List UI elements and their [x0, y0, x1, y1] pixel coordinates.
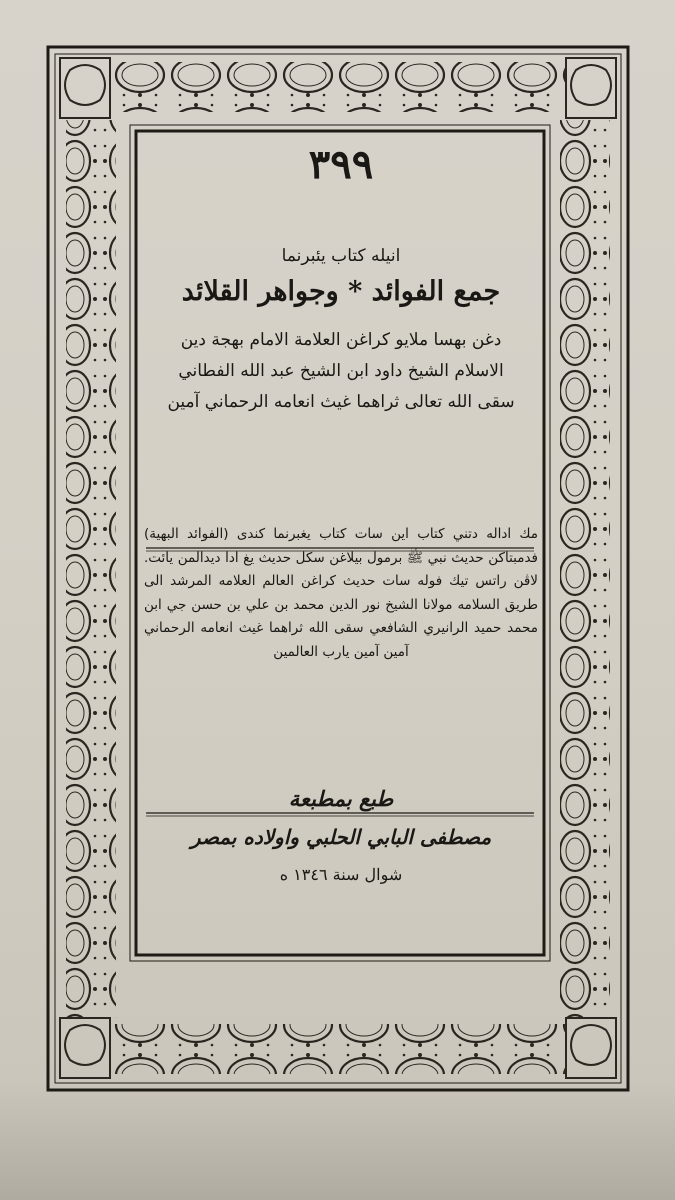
page-number: ٣٩٩: [308, 141, 374, 188]
title-page-content: [140, 135, 542, 945]
description-line: دغن بهسا ملايو كراغن العلامة الامام بهجة دين: [180, 330, 502, 350]
content-paragraph: مك اداله دتني كتاب اين سات كتاب يغبرنما كندى (الفوائد البهية) فدمبتاكن حديث نبي ﷺ برمول بيلاغن سكل حديث يغ ادا ديدالمن يائت. لاڤن راتس تيك فوله سات حديث كراغن العالم العلامه المرشد الى طريق السلامه مولانا الشيخ نور الدين محمد بن علي بن حسن جي ابن محمد حميد الرانيري الشافعي سقى الله ثراهما غيث انعامه الرحماني آمين آمين يارب العالمين: [144, 526, 538, 660]
publisher-name: مصطفى البابي الحلبي واولاده بمصر: [190, 825, 492, 849]
publication-date: شوال سنة ١٣٤٦ ه: [279, 865, 403, 884]
intro-line: انيله كتاب يئبرنما: [281, 246, 401, 266]
description-line: سقى الله تعالى ثراهما غيث انعامه الرحماني آمين: [167, 392, 515, 412]
page-shadow: [0, 1080, 675, 1200]
printed-at-label: طبع بمطبعة: [288, 786, 394, 811]
author-description: [140, 325, 542, 418]
description-line: الاسلام الشيخ داود ابن الشيخ عبد الله الفطاني: [178, 361, 504, 381]
book-title: جمع الفوائد * وجواهر القلائد: [181, 276, 501, 307]
